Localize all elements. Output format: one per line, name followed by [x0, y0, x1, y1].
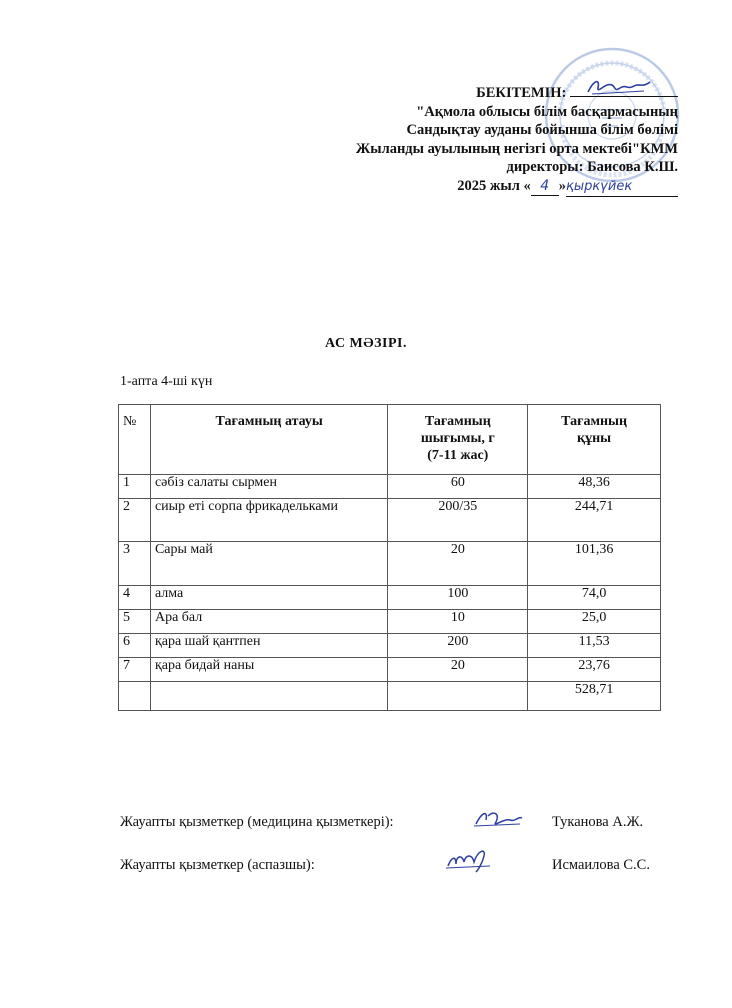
row-no: 1: [119, 475, 151, 499]
cook-role: Жауапты қызметкер (аспазшы):: [120, 857, 315, 873]
row-weight: 60: [388, 475, 528, 499]
medic-role: Жауапты қызметкер (медицина қызметкері):: [120, 814, 394, 830]
row-price: 11,53: [528, 634, 661, 658]
approval-org-line3: Жыланды ауылының негізгі орта мектебі"КММ: [355, 140, 678, 157]
approval-heading: БЕКІТЕМІН:: [476, 85, 567, 101]
row-weight: 100: [388, 586, 528, 610]
date-month: қыркүйек: [566, 178, 678, 198]
date-prefix: 2025 жыл «: [457, 177, 531, 194]
row-name: алма: [150, 586, 387, 610]
row-price: 25,0: [528, 610, 661, 634]
header-weight-l3: (7-11 жас): [427, 448, 489, 463]
header-name: Тағамның атауы: [150, 405, 387, 475]
row-no: 4: [119, 586, 151, 610]
row-weight: 20: [388, 658, 528, 682]
table-row: [119, 499, 661, 542]
director-signature: [570, 82, 678, 97]
row-name: қара бидай наны: [150, 658, 387, 682]
header-weight-l1: Тағамның: [424, 414, 491, 429]
approval-org-line1: "Ақмола облысы білім басқармасының: [416, 103, 678, 120]
medic-name: Туканова А.Ж.: [552, 814, 644, 830]
approval-date: [356, 177, 678, 198]
approval-director: директоры: Баисова К.Ш.: [506, 159, 678, 175]
table-row: [119, 658, 661, 682]
table-total-row: [119, 682, 661, 711]
total-empty-no: [119, 682, 151, 711]
row-price: 48,36: [528, 475, 661, 499]
row-name: сәбіз салаты сырмен: [150, 475, 387, 499]
date-day: 4: [531, 177, 559, 197]
day-label: 1-апта 4-ші күн: [120, 374, 213, 389]
cook-signature-icon: [442, 846, 496, 874]
menu-table: [118, 404, 661, 711]
row-name: сиыр еті сорпа фрикадельками: [150, 499, 387, 542]
total-price: 528,71: [528, 682, 661, 711]
row-no: 6: [119, 634, 151, 658]
header-price-l2: құны: [577, 431, 612, 446]
header-no: №: [119, 405, 151, 475]
table-row: [119, 542, 661, 586]
row-price: 101,36: [528, 542, 661, 586]
total-empty-name: [150, 682, 387, 711]
row-no: 3: [119, 542, 151, 586]
medic-signature-icon: [470, 806, 526, 832]
table-row: [119, 634, 661, 658]
approval-org-line2: Сандықтау ауданы бойынша білім бөлімі: [406, 122, 678, 138]
row-price: 244,71: [528, 499, 661, 542]
approval-block: [356, 82, 678, 197]
total-empty-weight: [388, 682, 528, 711]
row-name: Сары май: [150, 542, 387, 586]
director-signature-icon: [584, 76, 654, 98]
row-weight: 200/35: [388, 499, 528, 542]
table-header-row: [119, 405, 661, 475]
table-row: [119, 586, 661, 610]
header-price: [528, 405, 661, 475]
table-row: [119, 610, 661, 634]
table-row: [119, 475, 661, 499]
header-weight: [388, 405, 528, 475]
menu-title: АС МӘЗІРІ.: [325, 336, 407, 351]
row-name: қара шай қантпен: [150, 634, 387, 658]
header-weight-l2: шығымы, г: [420, 431, 495, 446]
row-weight: 20: [388, 542, 528, 586]
cook-name: Исмаилова С.С.: [552, 857, 650, 873]
row-name: Ара бал: [150, 610, 387, 634]
row-weight: 200: [388, 634, 528, 658]
row-weight: 10: [388, 610, 528, 634]
row-no: 5: [119, 610, 151, 634]
header-price-l1: Тағамның: [561, 414, 628, 429]
row-price: 74,0: [528, 586, 661, 610]
row-price: 23,76: [528, 658, 661, 682]
date-mid: »: [558, 177, 566, 194]
row-no: 2: [119, 499, 151, 542]
row-no: 7: [119, 658, 151, 682]
